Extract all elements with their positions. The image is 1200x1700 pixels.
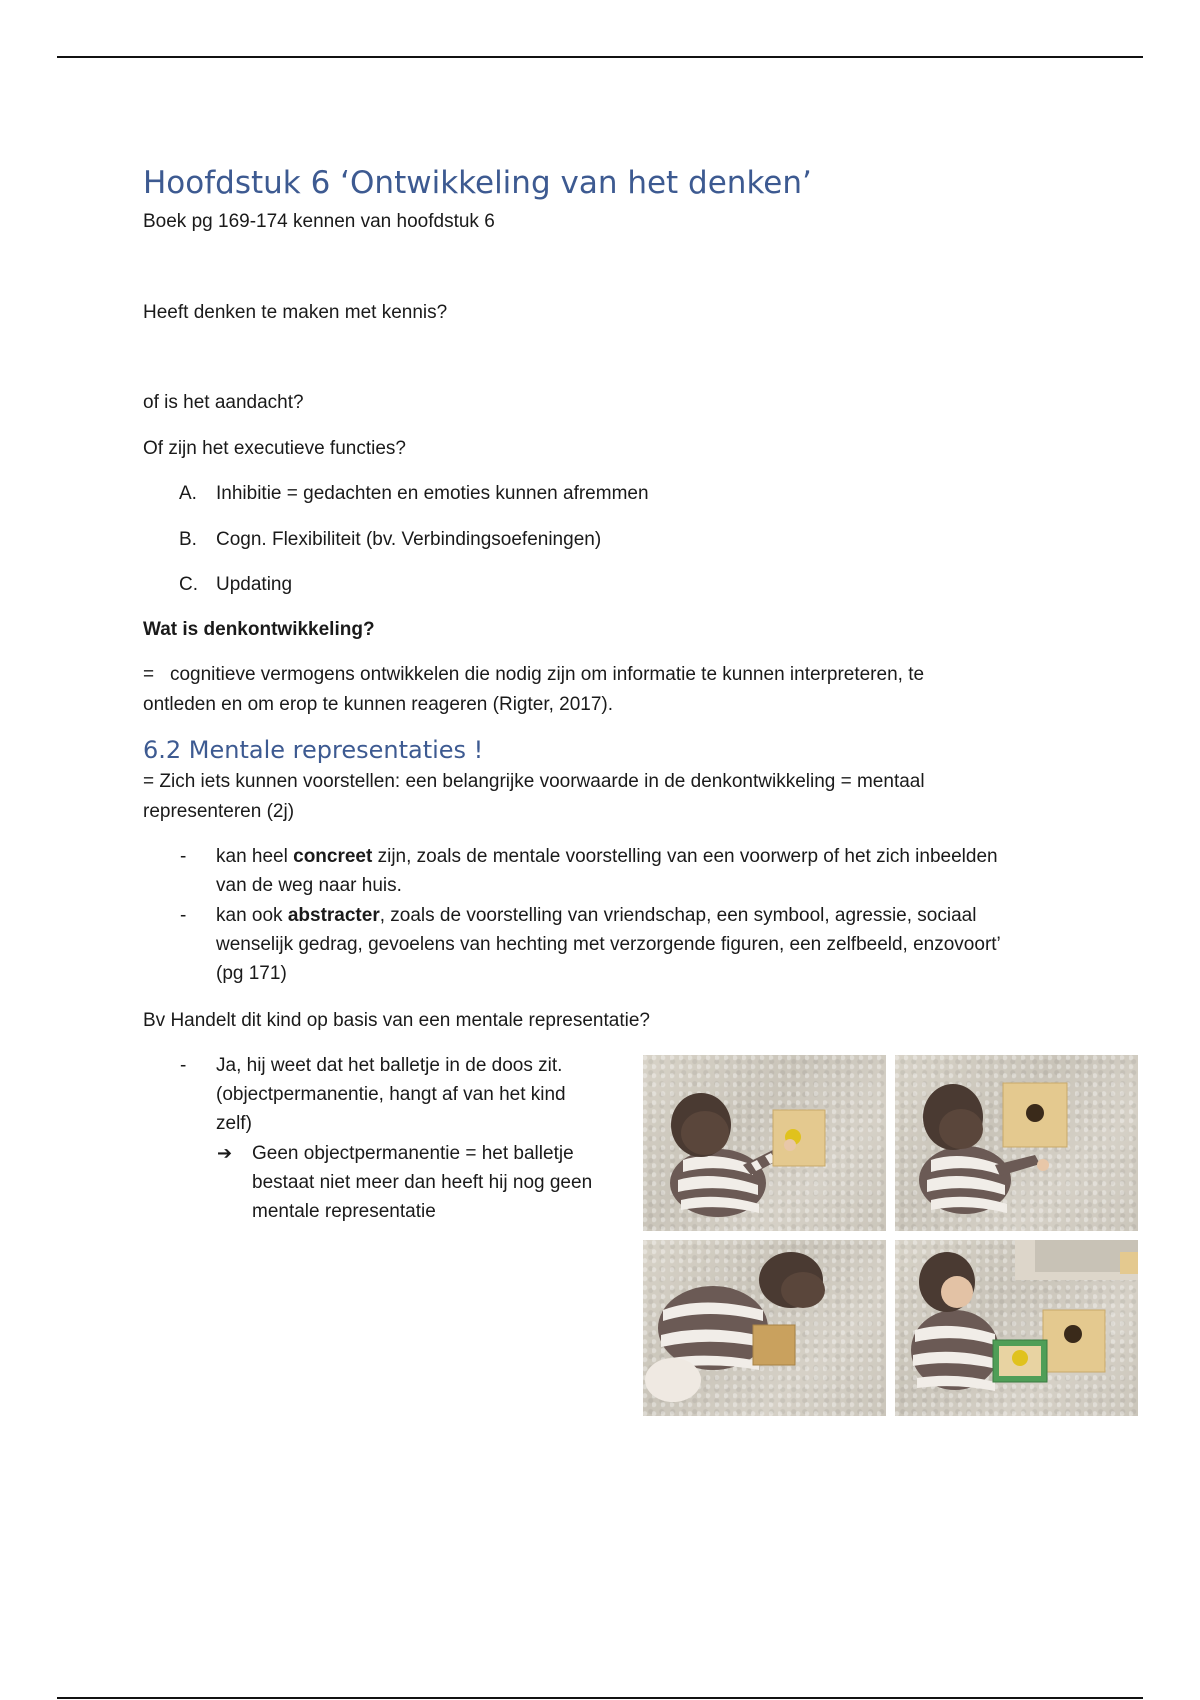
section-definition-line2: representeren (2j)	[143, 801, 295, 822]
question-attention: of is het aandacht?	[143, 392, 304, 413]
bullet-keyword: concreet	[293, 846, 373, 867]
denkontwikkeling-heading: Wat is denkontwikkeling?	[143, 619, 375, 640]
list-marker: B.	[179, 529, 197, 550]
arrow-conclusion	[217, 1139, 642, 1226]
list-item-flexibiliteit	[179, 525, 602, 554]
bullet-text-line2: van de weg naar huis.	[216, 875, 402, 896]
bullet-text: zijn, zoals de mentale voorstelling van een voorwerp of het zich inbeelden	[372, 846, 998, 867]
page-subtitle: Boek pg 169-174 kennen van hoofdstuk 6	[143, 211, 495, 232]
photo-child-reaching-behind-box	[643, 1240, 886, 1416]
arrow-line2: bestaat niet meer dan heeft hij nog geen	[252, 1172, 593, 1193]
page-title: Hoofdstuk 6 ‘Ontwikkeling van het denken’	[143, 165, 812, 201]
list-item-text: Updating	[216, 574, 293, 595]
photo-child-ball-in-box	[895, 1055, 1138, 1231]
object-permanence-photo-grid	[643, 1055, 1139, 1417]
list-marker: C.	[179, 574, 198, 595]
example-question: Bv Handelt dit kind op basis van een mentale representatie?	[143, 1010, 650, 1031]
list-item-text: Cogn. Flexibiliteit (bv. Verbindingsoefeningen)	[216, 529, 602, 550]
question-executive-functions: Of zijn het executieve functies?	[143, 438, 406, 459]
photo-child-finds-ball-in-drawer	[895, 1240, 1138, 1416]
bullet-marker: -	[180, 905, 187, 926]
child-finds-ball-illustration	[895, 1240, 1138, 1416]
child-ball-on-box-illustration	[643, 1055, 886, 1231]
bullet-concreet	[180, 842, 1096, 900]
list-item-updating	[179, 570, 293, 599]
header-rule	[57, 56, 1143, 58]
bullet-text: kan heel	[216, 846, 294, 867]
section-heading: 6.2 Mentale representaties !	[143, 736, 484, 764]
equals-marker: =	[143, 664, 155, 685]
answer-line1: Ja, hij weet dat het balletje in de doos zit.	[216, 1055, 563, 1076]
footer-rule	[57, 1697, 1143, 1699]
list-marker: A.	[179, 483, 197, 504]
bullet-text-line3: (pg 171)	[216, 963, 287, 984]
bullet-text-line2: wenselijk gedrag, gevoelens van hechting met verzorgende figuren, een zelfbeeld, enzovoort’	[216, 934, 1001, 955]
child-ball-in-box-illustration	[895, 1055, 1138, 1231]
list-item-text: Inhibitie = gedachten en emoties kunnen afremmen	[216, 483, 649, 504]
section-definition-line1: = Zich iets kunnen voorstellen: een belangrijke voorwaarde in de denkontwikkeling = mentaal	[143, 771, 925, 792]
list-item-inhibitie	[179, 479, 649, 508]
child-reaching-illustration	[643, 1240, 886, 1416]
arrow-line3: mentale representatie	[252, 1201, 436, 1222]
bullet-text: , zoals de voorstelling van vriendschap, een symbool, agressie, sociaal	[379, 905, 977, 926]
denkontwikkeling-definition-line1	[143, 660, 924, 690]
answer-line2: (objectpermanentie, hangt af van het kind	[216, 1084, 566, 1105]
question-knowledge: Heeft denken te maken met kennis?	[143, 302, 448, 323]
arrow-icon: ➔	[217, 1143, 233, 1163]
denkontwikkeling-definition-line2: ontleden en om erop te kunnen reageren (Rigter, 2017).	[143, 694, 614, 715]
bullet-marker: -	[180, 1055, 187, 1076]
bullet-marker: -	[180, 846, 187, 867]
bullet-keyword: abstracter	[287, 905, 380, 926]
answer-line3: zelf)	[216, 1113, 252, 1134]
example-answer	[180, 1051, 636, 1138]
arrow-line1: Geen objectpermanentie = het balletje	[252, 1143, 574, 1164]
bullet-text: kan ook	[216, 905, 288, 926]
definition-text: cognitieve vermogens ontwikkelen die nodig zijn om informatie te kunnen interpreteren, te	[169, 664, 925, 685]
photo-child-ball-on-box	[643, 1055, 886, 1231]
bullet-abstracter	[180, 901, 1096, 988]
